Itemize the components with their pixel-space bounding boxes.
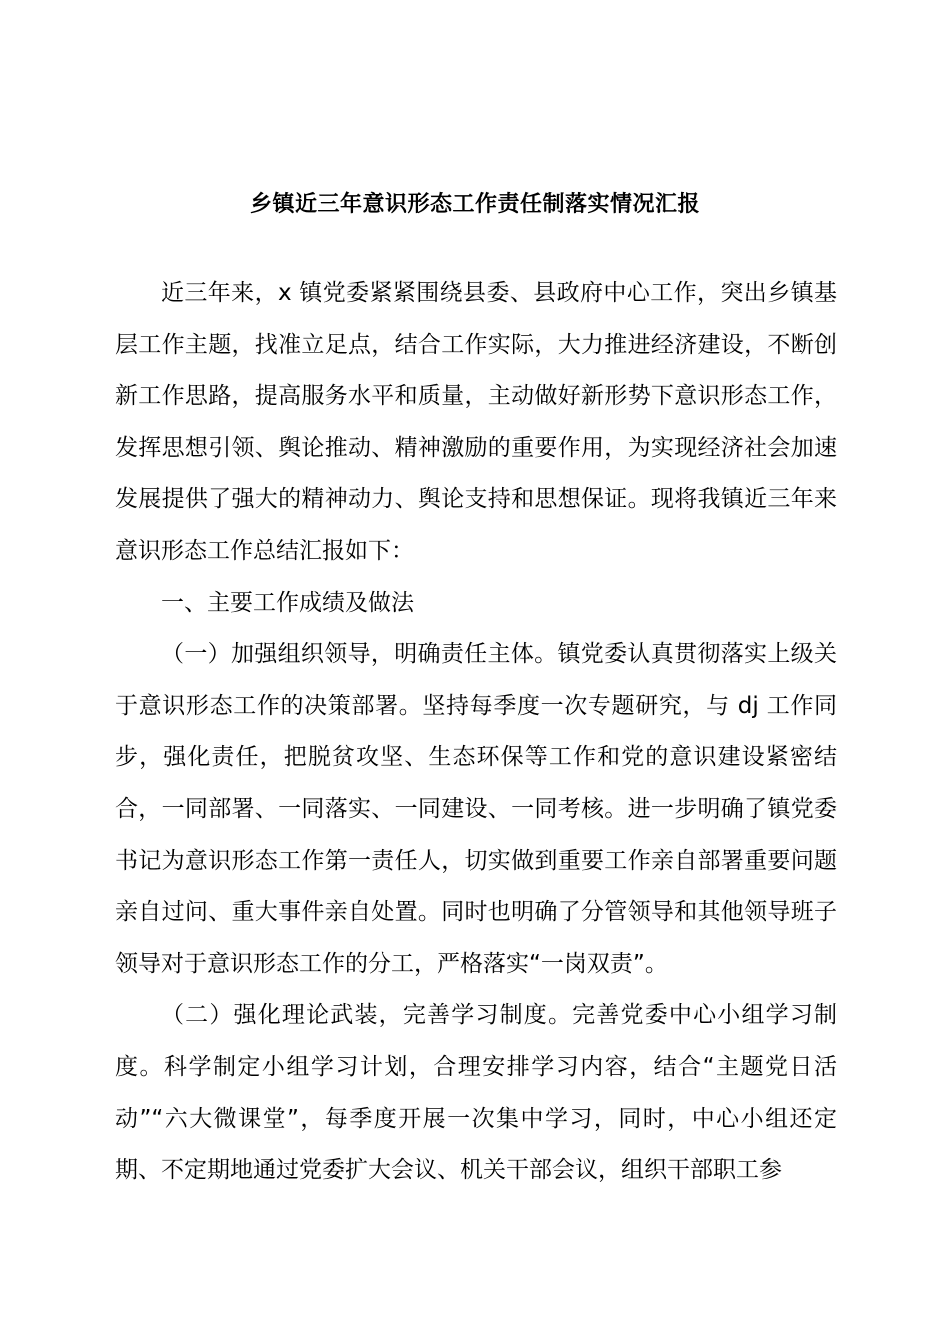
paragraph-item-2: （二）强化理论武装，完善学习制度。完善党委中心小组学习制度。科学制定小组学习计划，合理安排学习内容，结合“主题党日活动”“六大微课堂”，每季度开展一次集中学习，同时，中心小组还定期、不定期地通过党委扩大会议、机关干部会议，组织干部职工参 xyxy=(115,1002,837,1184)
document-title: 乡镇近三年意识形态工作责任制落实情况汇报 xyxy=(249,192,700,217)
paragraph-item-1: （一）加强组织领导，明确责任主体。镇党委认真贯彻落实上级关于意识形态工作的决策部署。坚持每季度一次专题研究，与 dj 工作同步，强化责任，把脱贫攻坚、生态环保等工作和党的意识建设紧密结合，一同部署、一同落实、一同建设、一同考核。进一步明确了镇党委书记为意识形态工作第一责任人，切实做到重要工作亲自部署重要问题亲自过问、重大事件亲自处置。同时也明确了分管领导和其他领导班子领导对于意识形态工作的分工，严格落实“一岗双责”。 xyxy=(115,641,837,977)
section-heading-1: 一、主要工作成绩及做法 xyxy=(161,589,414,616)
document-body xyxy=(115,268,837,1197)
paragraph-intro: 近三年来，x 镇党委紧紧围绕县委、县政府中心工作，突出乡镇基层工作主题，找准立足点，结合工作实际，大力推进经济建设，不断创新工作思路，提高服务水平和质量，主动做好新形势下意识形态工作，发挥思想引领、舆论推动、精神激励的重要作用，为实现经济社会加速发展提供了强大的精神动力、舆论支持和思想保证。现将我镇近三年来意识形态工作总结汇报如下： xyxy=(115,280,837,564)
